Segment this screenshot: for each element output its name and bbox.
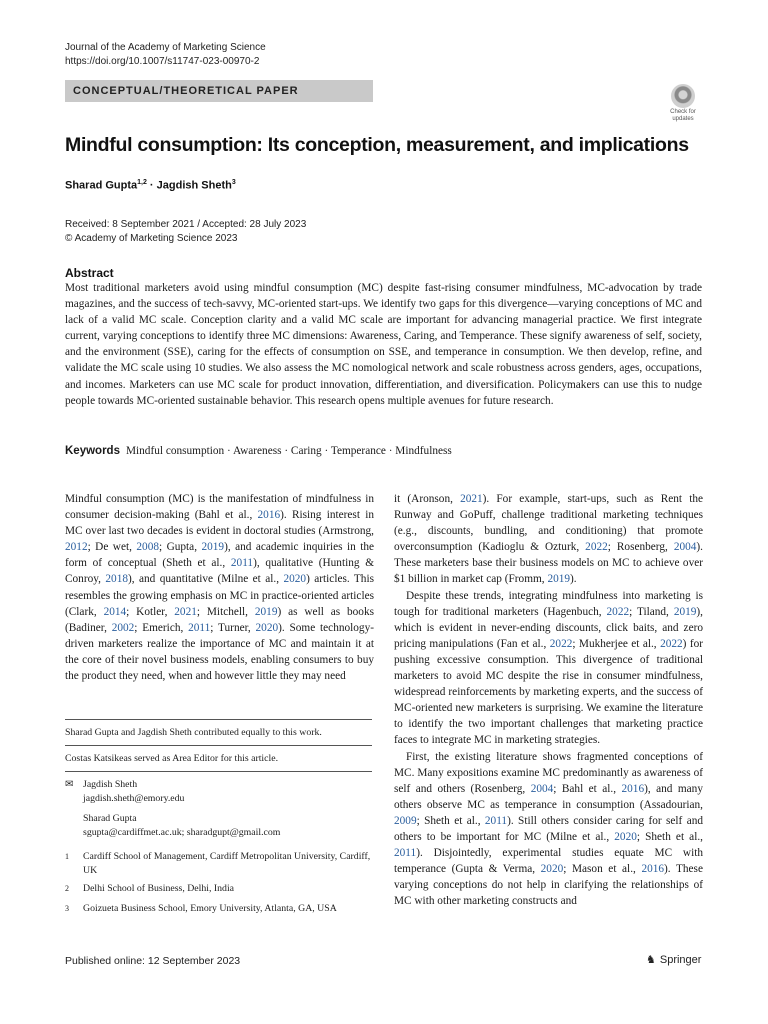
citation-link[interactable]: 2012 (65, 541, 88, 554)
text-run: ), qualitative (Hunting & Conroy, (65, 557, 374, 586)
doi-link[interactable]: https://doi.org/10.1007/s11747-023-00970-2 (65, 56, 260, 67)
citation-link[interactable]: 2014 (103, 605, 127, 618)
citation-link[interactable]: 2019 (201, 541, 225, 554)
check-for-updates-badge[interactable] (663, 84, 703, 124)
abstract-heading: Abstract (65, 266, 114, 280)
footnote-divider (65, 719, 372, 720)
citation-link[interactable]: 2019 (254, 605, 278, 618)
citation-link[interactable]: 2009 (394, 814, 417, 827)
citation-link[interactable]: 2008 (136, 541, 159, 554)
check-updates-icon (671, 84, 695, 108)
contact-name: Jagdish Sheth (83, 779, 138, 790)
affiliation (65, 850, 372, 877)
text-run: ). These marketers base their business models on MC to achieve over $1 billion in market cap (Fromm, (394, 541, 703, 586)
contact-block (65, 778, 372, 840)
contact-name: Sharad Gupta (83, 813, 137, 824)
text-run: ), and quantitative (Milne et al., (128, 573, 284, 586)
text-run: Despite these trends, integrating mindfulness into marketing is tough for traditional marketers (Hagenbuch, (394, 589, 703, 618)
citation-link[interactable]: 2002 (111, 621, 135, 634)
citation-link[interactable]: 2016 (621, 782, 645, 795)
contact-email[interactable]: jagdish.sheth@emory.edu (83, 793, 185, 804)
citation-link[interactable]: 2004 (673, 541, 697, 554)
affiliation-number: 2 (65, 884, 69, 893)
text-run: First, the existing literature shows fragmented conceptions of MC. Many expositions examine MC predominantly as awareness of self and others (Rosenberg, (394, 750, 703, 795)
citation-link[interactable]: 2016 (641, 863, 665, 876)
body-column-right (394, 491, 703, 909)
citation-link[interactable]: 2022 (606, 605, 630, 618)
citation-link[interactable]: 2021 (460, 493, 483, 505)
text-run: ). Rising interest in MC over last two decades is evident in doctoral studies (Armstrong, (65, 509, 374, 538)
text-run: ; Bahl et al., (553, 782, 622, 795)
citation-link[interactable]: 2019 (673, 605, 697, 618)
text-run: ). These varying conceptions do not help in clarifying the relationships of MC with other marketing constructs and (394, 863, 703, 908)
citation-link[interactable]: 2020 (255, 621, 279, 634)
text-run: ; Turner, (210, 621, 256, 634)
journal-header (65, 41, 266, 69)
footnote-divider (65, 745, 372, 746)
affiliation-number: 3 (65, 904, 69, 913)
citation-link[interactable]: 2020 (540, 863, 564, 876)
affiliation (65, 882, 372, 896)
paragraph (394, 749, 703, 910)
published-online: Published online: 12 September 2023 (65, 955, 241, 967)
paper-title: Mindful consumption: Its conception, measurement, and implications (65, 134, 689, 156)
text-run: ) articles. This resembles the growing emphasis on MC in practice-oriented articles (Clark, (65, 573, 374, 618)
text-run: ; De wet, (87, 541, 137, 554)
author-name: Sharad Gupta (65, 179, 138, 192)
check-updates-label-2: updates (672, 116, 694, 122)
author-name: Jagdish Sheth (156, 179, 232, 192)
citation-link[interactable]: 2011 (394, 847, 417, 860)
text-run: ; Sheth et al., (416, 814, 485, 827)
paragraph (394, 588, 703, 749)
publisher-name: Springer (659, 954, 702, 966)
contact-email[interactable]: sgupta@cardiffmet.ac.uk; sharadgupt@gmail.com (83, 827, 281, 838)
paragraph (65, 491, 374, 684)
citation-link[interactable]: 2016 (257, 509, 281, 522)
text-run: ; Mason et al., (563, 863, 642, 876)
check-updates-label-1: Check for (670, 109, 696, 115)
text-run: ). Disjointedly, experimental studies equate MC with temperance (Gupta & Verma, (394, 847, 703, 876)
paragraph (394, 491, 703, 588)
affiliation-text: Delhi School of Business, Delhi, India (83, 883, 235, 894)
springer-horse-icon: ♞ (646, 954, 656, 966)
text-run: ; Emerich, (134, 621, 189, 634)
section-banner: CONCEPTUAL/THEORETICAL PAPER (65, 80, 373, 102)
affiliation-text: Cardiff School of Management, Cardiff Metropolitan University, Cardiff, UK (83, 851, 371, 876)
affiliation (65, 902, 372, 916)
contribution-note: Sharad Gupta and Jagdish Sheth contributed equally to this work. (65, 727, 322, 738)
text-run: ), and many others observe MC as temperance in consumption (Assadourian, (394, 782, 703, 811)
text-run: ; Mitchell, (196, 605, 255, 618)
text-run: ; Sheth et al., (636, 830, 703, 843)
author-separator: · (146, 179, 157, 192)
text-run: ; Tiland, (629, 605, 674, 618)
text-run: ). Some technology-driven marketers realize the importance of MC and maintain it at the core of their novel business models, enabling consumers to buy the product they need, when and however little they may need (65, 621, 374, 683)
citation-link[interactable]: 2022 (549, 637, 573, 650)
citation-link[interactable]: 2021 (174, 605, 197, 618)
abstract-body: Most traditional marketers avoid using mindful consumption (MC) despite fast-rising consumer mindfulness, MC-advocation by trade magazines, and the success of tech-savvy, MC-oriented start-ups. We identify two gaps for this divergence—varying conceptions of MC and lack of a valid MC scale. Conception clarity and a valid MC scale are important for advancing managerial practice. We first integrate current, varying conceptions to identify three MC dimensions: Awareness, Caring, and Temperance. These signify awareness of self, society, and the environment (SSE), caring for the effects of consumption on SSE, and temperance in consumption. We then develop, refine, and validate the MC scale using 10 studies. We also assess the MC nomological network and scale robustness across genders, ages, occupations, and incomes. Marketers can use MC scale for product innovation, differentiation, and diversification. Policymakers can use this to nudge people towards MC-oriented sustainable behavior. This research opens multiple avenues for future research. (65, 282, 702, 407)
text-run: it (Aronson, (394, 493, 461, 505)
text-run: Mindful consumption (MC) is the manifestation of mindfulness in consumer decision-making (Bahl et al., (65, 493, 374, 522)
citation-link[interactable]: 2011 (230, 557, 254, 570)
envelope-icon: ✉ (65, 779, 74, 790)
citation-link[interactable]: 2004 (530, 782, 554, 795)
citation-link[interactable]: 2011 (484, 814, 508, 827)
citation-link[interactable]: 2022 (660, 637, 683, 650)
journal-name: Journal of the Academy of Marketing Science (65, 42, 266, 53)
keywords (65, 445, 452, 457)
citation-link[interactable]: 2020 (614, 830, 637, 843)
text-run: ; Rosenberg, (607, 541, 674, 554)
keywords-list: Mindful consumption · Awareness · Caring · Temperance · Mindfulness (125, 445, 452, 457)
affiliation-text: Goizueta Business School, Emory University, Atlanta, GA, USA (83, 903, 337, 914)
affiliation-number: 1 (65, 852, 69, 861)
text-run: ). Still others consider caring for self and others to be important for MC (Milne et al., (394, 814, 704, 843)
keywords-label: Keywords (65, 445, 120, 457)
citation-link[interactable]: 2011 (188, 621, 211, 634)
citation-link[interactable]: 2019 (547, 573, 571, 586)
citation-link[interactable]: 2018 (105, 573, 128, 586)
citation-link[interactable]: 2022 (585, 541, 608, 554)
text-run: ), which is evident in never-ending discounts, click baits, and zero pricing manipulations (Fan et al., (394, 605, 703, 650)
publication-dates (65, 218, 306, 246)
text-run: ). (570, 573, 577, 586)
text-run: ). For example, start-ups, such as Rent the Runway and GoPuff, challenge traditional marketing techniques (e.g., discounts, bundling, and conditioning) that promote overconsumption (Kadioglu & Ozturk, (394, 493, 703, 554)
text-run: ), and academic inquiries in the form of conceptual (Sheth et al., (65, 541, 374, 570)
editor-note: Costas Katsikeas served as Area Editor for this article. (65, 753, 279, 764)
author-line (65, 179, 236, 192)
text-run: ; Gupta, (159, 541, 202, 554)
text-run: ) as well as books (Badiner, (65, 605, 374, 634)
text-run: ) for pushing excessive consumption. This divergence of traditional marketers to avoid MC despite the rise in consumer mindfulness, widespread reinforcements by marketing experts, and the success of MC-oriented new marketers is surprising. We examine the literature to identify the two important challenges that marketing practice faces to integrate MC in marketing strategies. (394, 637, 704, 747)
received-accepted: Received: 8 September 2021 / Accepted: 28 July 2023 (65, 219, 307, 230)
copyright: © Academy of Marketing Science 2023 (65, 233, 238, 244)
footnote-divider (65, 771, 372, 772)
author-affiliation-mark: 1,2 (137, 179, 147, 186)
citation-link[interactable]: 2020 (283, 573, 307, 586)
body-column-left (65, 491, 374, 684)
publisher-logo (646, 953, 701, 966)
text-run: ; Kotler, (126, 605, 175, 618)
author-affiliation-mark: 3 (231, 179, 236, 186)
text-run: ; Mukherjee et al., (572, 637, 661, 650)
